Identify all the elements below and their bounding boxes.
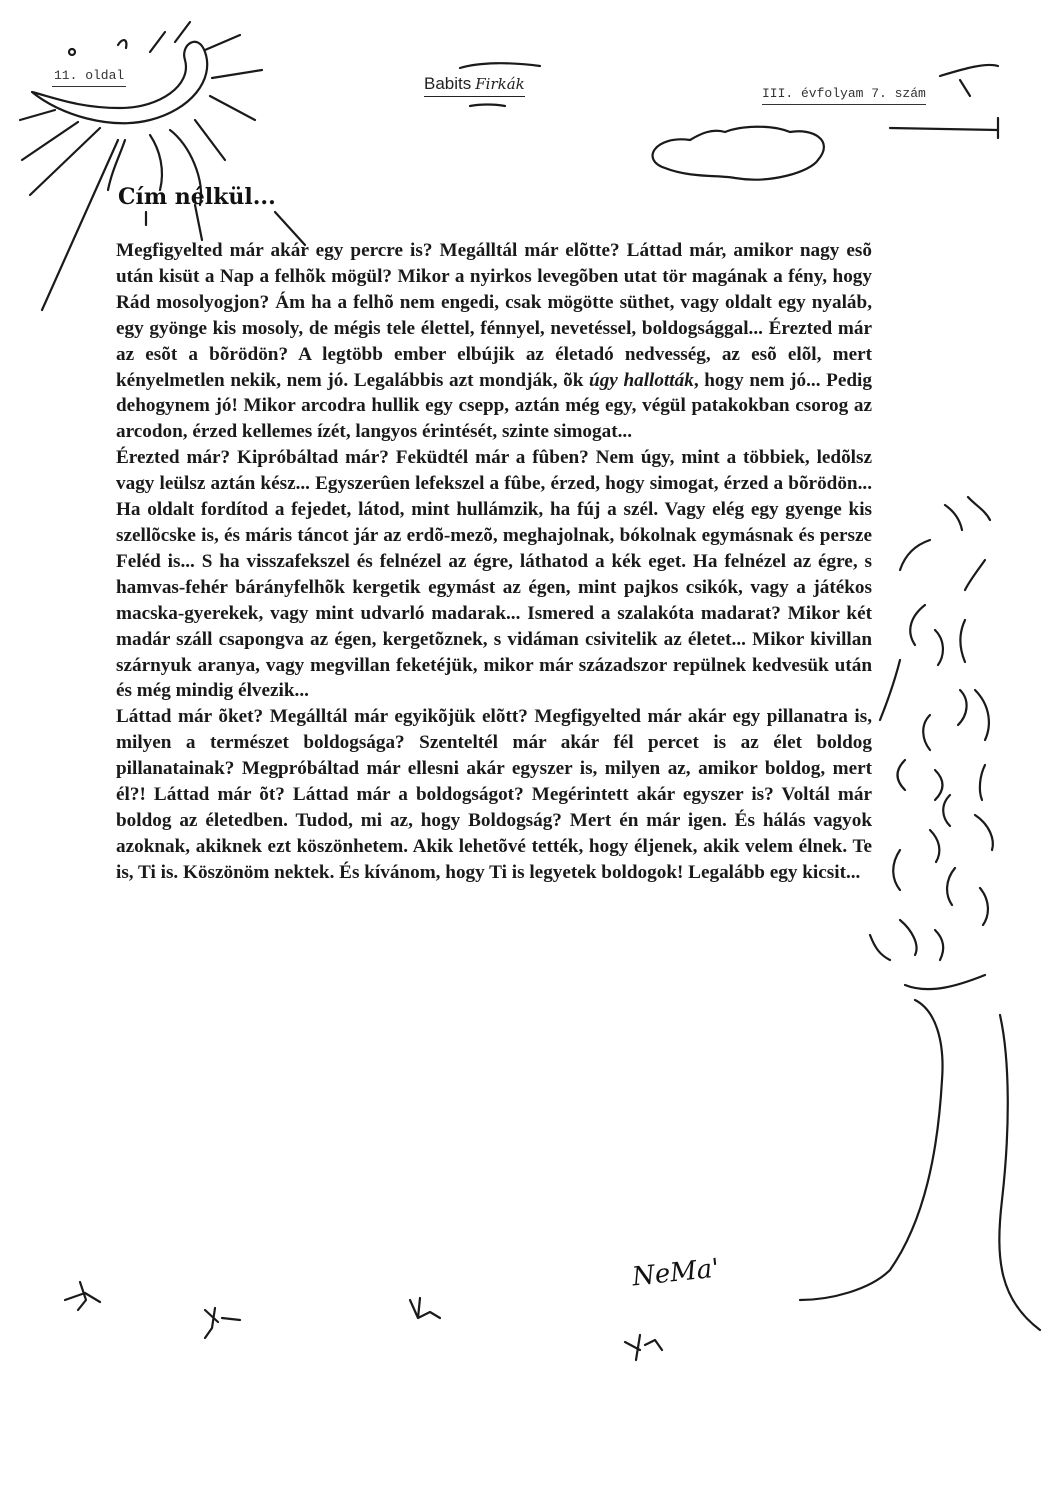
article-body xyxy=(116,238,872,886)
bird-doodles xyxy=(65,1282,662,1360)
cloud-doodle xyxy=(653,127,824,180)
paragraph-1-start: Megfigyelted már akár egy percre is? Megálltál már elõtte? Láttad már, amikor nagy esõ után kisüt a Nap a felhõk mögül? Mikor a nyirkos levegõben utat tör magának a fény, hogy Rád mosolyogjon? Ám ha a felhõ nem engedi, csak mögötte süthet, vagy oldalt egy nyaláb, egy gyönge kis mosoly, de mégis tele élettel, fénnyel, nevetéssel, boldogsággal... Érezted már az esõt a bõrödön? A legtöbb ember elbújik az életadó nedvesség, az esõ elõl, mert kényelmetlen nekik, nem jó. Legalábbis azt mondják, õk xyxy=(116,240,872,391)
page-number: 11. oldal xyxy=(52,68,126,87)
masthead xyxy=(424,74,525,97)
issue-label: III. évfolyam 7. szám xyxy=(762,86,926,105)
author-signature: NeMa' xyxy=(630,1253,721,1293)
paragraph-1 xyxy=(116,238,872,445)
paragraph-3: Láttad már õket? Megálltál már egyikõjük elõtt? Megfigyelted már akár egy pillanatra is, milyen a természet boldogsága? Szenteltél már akár fél percet is az élet boldog pillanatainak? Megpróbáltad már ellesni akár egyszer is, milyen az, amikor boldog, mert él?! Láttad már õt? Láttad már a boldogságot? Megérintett akár egyszer is? Voltál már boldog az életedben. Tudod, mi az, hogy Boldogság? Mert én már igen. És hálás vagyok azoknak, akiknek ezt köszönhetem. Akik lehetõvé tették, hogy éljenek, akik velem élnek. Te is, Ti is. Köszönöm nektek. És kívánom, hogy Ti is legyetek boldogok! Legalább egy kicsit... xyxy=(116,706,872,883)
paragraph-1-end: , hogy nem jó... Pedig dehogynem jó! Mikor arcodra hullik egy csepp, aztán még egy, végül patakokban csorog az arcodon, érzed kellemes ízét, langyos érintését, szinte simogat... xyxy=(116,369,872,443)
masthead-script: Firkák xyxy=(475,75,525,93)
article-title: Cím nélkül... xyxy=(118,184,276,210)
masthead-name: Babits xyxy=(424,74,472,93)
paragraph-2: Érezted már? Kipróbáltad már? Feküdtél már a fûben? Nem úgy, mint a többiek, ledõlsz vagy leülsz aztán kész... Egyszerûen lefekszel a fûbe, érzed, hogy simogat, érzed a bõrödön... Ha oldalt fordítod a fejedet, látod, mint hullámzik, ha fúj a szél. Vagy elég egy gyenge kis szellõcske is, és máris táncot jár az erdõ-mezõ, meghajolnak, bókolnak egymásnak és persze Feléd is... S ha visszafekszel és felnézel az égre, láthatod a kék eget. Ha felnézel az égre, s hamvas-fehér bárányfelhõk kergetik egymást az égen, mint pajkos csikók, vagy a játékos macska-gyerekek, vagy mint udvarló madarak... Ismered a szalakóta madarat? Mikor két madár száll csapongva az égen, kergetõznek, s vidáman csivitelik az életet... Mikor kivillan szárnyuk aranya, vagy megvillan feketéjük, mikor már századszor repülnek kedvesük után és még mindig élvezik... xyxy=(116,447,872,702)
paragraph-1-emphasis: úgy hallották xyxy=(589,369,694,391)
